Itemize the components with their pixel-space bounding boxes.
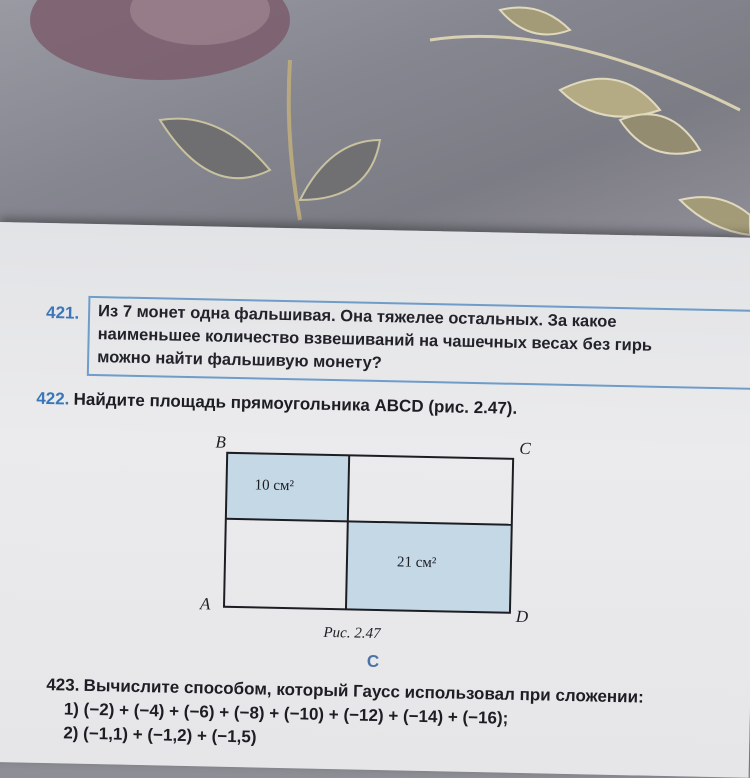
problem-423-number: 423. [46,675,80,695]
problem-421-line-2: наименьшее количество взвешиваний на чашечных весах без гирь [97,325,653,355]
problem-421-line-3: можно найти фальшивую монету? [97,348,383,373]
problem-423-item-1: 1) (−2) + (−4) + (−6) + (−8) + (−10) + (−12) + (−14) + (−16); [63,699,509,728]
problem-423-item-2: 2) (−1,1) + (−1,2) + (−1,5) [63,723,257,747]
figure-caption: Рис. 2.47 [323,624,381,643]
problem-423-text: Вычислите способом, который Гаусс использовал при сложении: [83,675,644,707]
problem-422-statement [36,389,517,419]
problem-421-number: 421. [45,302,80,323]
problem-421-box [87,296,750,390]
vertex-a-label: A [199,594,211,614]
rectangle-diagram [215,445,529,641]
fabric-background [0,0,750,240]
section-letter: C [366,651,380,672]
problem-422-number: 422. [36,388,70,409]
vertex-b-label: B [215,432,227,452]
vertex-c-label: C [519,438,531,459]
textbook-page [0,222,750,778]
vertex-d-label: D [515,606,529,627]
figure-rectangle-abcd [199,432,531,646]
floral-pattern [0,0,750,240]
problem-422-text: Найдите площадь прямоугольника ABCD (рис. 2.47). [73,389,518,418]
area-label-bottom-right: 21 см² [396,554,437,572]
problem-421-line-1: Из 7 монет одна фальшивая. Она тяжелее остальных. За какое [97,302,617,331]
area-label-top-left: 10 см² [254,477,295,495]
